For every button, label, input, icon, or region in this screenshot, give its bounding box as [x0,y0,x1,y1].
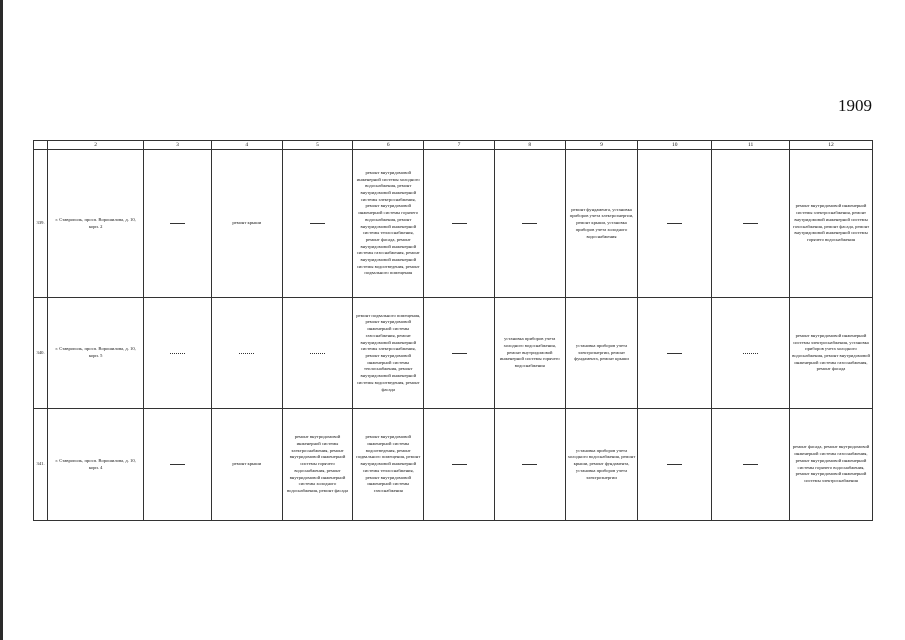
page-number: 1909 [838,96,872,115]
dash-cell [494,409,565,521]
dash-cell [638,298,712,409]
header-cell: 8 [494,141,565,150]
header-row [34,141,873,150]
page-left-edge [0,0,3,640]
dash-mark [170,464,185,465]
dash-mark [667,353,682,354]
dash-mark [310,353,325,354]
dash-mark [452,464,467,465]
dash-mark [522,223,537,224]
header-cell: 5 [282,141,353,150]
address-cell: г. Ставрополь, просп. Ворошилова, д. 10, корп. 2 [48,150,144,298]
dash-cell [144,298,212,409]
dash-mark [170,223,185,224]
header-cell: 2 [48,141,144,150]
dash-cell [144,409,212,521]
row-number: 339. [34,150,48,298]
work-cell: ремонт внутридомовой инженерной системы электроснабжения, ремонт внутридомовой инженерной системы газоснабжения, ремонт фасада, ремонт внутридомовой инженерной системы горячего водоснабжения [790,150,873,298]
header-cell: 9 [565,141,638,150]
work-cell: установка приборов учета холодного водоснабжения, ремонт крыши, ремонт фундамента, установка приборов учета электроэнергии [565,409,638,521]
work-cell: установка приборов учета электроэнергии, ремонт фундамента, ремонт крыши [565,298,638,409]
work-cell: ремонт крыши [211,150,282,298]
dash-mark [667,464,682,465]
work-cell: ремонт фундамента, установка приборов учета электроэнергии, ремонт крыши, установка приборов учета холодного водоснабжения [565,150,638,298]
dash-cell [712,409,790,521]
dash-mark [170,353,185,354]
dash-mark [452,353,467,354]
table-row [34,298,873,409]
dash-cell [424,298,495,409]
dash-cell [638,150,712,298]
header-cell [34,141,48,150]
work-cell: ремонт внутридомовой инженерной системы электроснабжения, ремонт внутридомовой инженерной системы горячего водоснабжения, ремонт внутридомовой инженерной системы холодного водоснабжения, ремонт фасада [282,409,353,521]
work-cell: ремонт подвального помещения, ремонт внутридомовой инженерной системы газоснабжения, ремонт внутридомовой инженерной системы электроснабжения, ремонт внутридомовой инженерной системы теплоснабжения, ремонт внутридомовой инженерной системы водоотведения, ремонт фасада [353,298,424,409]
dash-cell [282,150,353,298]
dash-cell [144,150,212,298]
dash-cell [712,150,790,298]
header-cell: 3 [144,141,212,150]
dash-mark [452,223,467,224]
work-cell: ремонт крыши [211,409,282,521]
header-cell: 11 [712,141,790,150]
table-row [34,409,873,521]
work-cell: ремонт внутридомовой инженерной системы водоотведения, ремонт подвального помещения, ремонт внутридомовой инженерной системы теплоснабжения, ремонт внутридомовой инженерной системы газоснабжения [353,409,424,521]
work-cell: ремонт внутридомовой инженерной системы холодного водоснабжения, ремонт внутридомовой инженерной системы электроснабжения, ремонт внутридомовой инженерной системы горячего водоснабжения, ремонт внутридомовой инженерной системы теплоснабжения, ремонт фасада, ремонт внутридомовой инженерной системы газоснабжения, ремонт внутридомовой инженерной системы водоотведения, ремонт подвального помещения [353,150,424,298]
dash-cell [638,409,712,521]
address-cell: г. Ставрополь, просп. Ворошилова, д. 10, корп. 4 [48,409,144,521]
work-cell: ремонт внутридомовой инженерной системы электроснабжения, установка приборов учета холодного водоснабжения, ремонт внутридомовой инженерной системы газоснабжения, ремонт фасада [790,298,873,409]
table-row [34,150,873,298]
dash-mark [667,223,682,224]
header-cell: 6 [353,141,424,150]
dash-cell [424,150,495,298]
header-cell: 4 [211,141,282,150]
dash-cell [282,298,353,409]
dash-mark [743,464,758,465]
header-cell: 12 [790,141,873,150]
dash-cell [494,150,565,298]
dash-cell [424,409,495,521]
dash-mark [522,464,537,465]
work-cell: установка приборов учета холодного водоснабжения, ремонт внутридомовой инженерной системы горячего водоснабжения [494,298,565,409]
register-table [33,140,873,521]
dash-cell [712,298,790,409]
dash-mark [743,223,758,224]
header-cell: 7 [424,141,495,150]
address-cell: г. Ставрополь, просп. Ворошилова, д. 10, корп. 5 [48,298,144,409]
dash-mark [310,223,325,224]
row-number: 341. [34,409,48,521]
row-number: 340. [34,298,48,409]
work-cell: ремонт фасада, ремонт внутридомовой инженерной системы газоснабжения, ремонт внутридомовой инженерной системы горячего водоснабжения, ремонт внутридомовой инженерной системы электроснабжения [790,409,873,521]
header-cell: 10 [638,141,712,150]
dash-mark [743,353,758,354]
dash-mark [239,353,254,354]
dash-cell [211,298,282,409]
